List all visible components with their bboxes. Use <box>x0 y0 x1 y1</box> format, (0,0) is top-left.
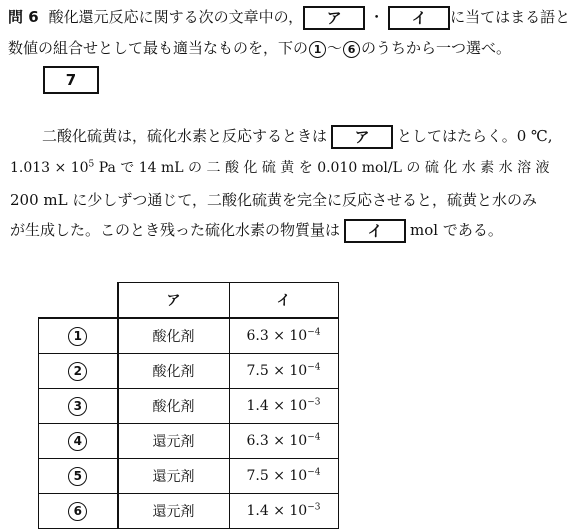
choice-i-base: 1.4 × 10 <box>246 503 308 519</box>
choice-a-cell: 還元剤 <box>118 459 230 494</box>
table-row <box>39 318 339 354</box>
choice-number-cell <box>39 354 118 389</box>
choice-i-base: 1.4 × 10 <box>246 398 308 414</box>
choice-i-cell <box>229 354 338 389</box>
choice-i-exponent: −3 <box>307 502 321 513</box>
choice-i-exponent: −3 <box>307 397 321 408</box>
choice-i-base: 7.5 × 10 <box>246 363 308 379</box>
range-tilde: ～ <box>327 39 343 57</box>
choice-range-end: 6 <box>343 41 360 58</box>
choice-i-base: 7.5 × 10 <box>246 468 308 484</box>
answer-choice-table <box>38 282 339 529</box>
question-number: 問 6 <box>8 8 39 26</box>
blank-box-a: ア <box>303 6 365 30</box>
choice-a-cell: 還元剤 <box>118 424 230 459</box>
question-line-1 <box>8 6 570 30</box>
choice-i-cell <box>229 318 338 354</box>
passage-blank-i: イ <box>344 219 406 243</box>
choice-a-cell: 酸化剤 <box>118 318 230 354</box>
table-row <box>39 389 339 424</box>
table-header-a: ア <box>118 283 230 319</box>
choice-number-cell <box>39 459 118 494</box>
choice-i-exponent: −4 <box>307 432 321 443</box>
passage-text-4b: mol である。 <box>410 221 503 239</box>
choice-i-cell <box>229 494 338 529</box>
choice-number-cell <box>39 494 118 529</box>
passage-exponent: 5 <box>88 159 95 170</box>
choice-number: 6 <box>68 502 87 521</box>
passage-line-1 <box>42 125 553 149</box>
table-header-i: イ <box>229 283 338 319</box>
passage-line-2 <box>10 157 550 179</box>
choice-a-cell: 酸化剤 <box>118 354 230 389</box>
table-header-row <box>39 283 339 319</box>
answer-number-box: 7 <box>43 66 99 94</box>
passage-text-2b: Pa で 14 mL の 二 酸 化 硫 黄 を 0.010 mol/L の 硫 化 水 素 水 溶 液 <box>94 160 550 176</box>
choice-i-base: 6.3 × 10 <box>246 433 308 449</box>
question-text-2a: 数値の組合せとして最も適当なものを，下の <box>8 39 309 57</box>
passage-line-4 <box>10 219 503 243</box>
choice-i-exponent: −4 <box>307 327 321 338</box>
table-row <box>39 494 339 529</box>
question-line-2 <box>8 37 511 59</box>
separator-dot: ・ <box>369 8 385 26</box>
table-header-blank <box>39 283 118 319</box>
passage-blank-a: ア <box>331 125 393 149</box>
choice-number: 4 <box>68 432 87 451</box>
table-row <box>39 459 339 494</box>
choice-number: 3 <box>68 397 87 416</box>
choice-number: 1 <box>68 327 87 346</box>
question-text-2b: のうちから一つ選べ。 <box>361 39 512 57</box>
passage-text-1a: 二酸化硫黄は，硫化水素と反応するときは <box>42 127 328 145</box>
question-text-1a: 酸化還元反応に関する次の文章中の， <box>48 8 304 26</box>
choice-i-exponent: −4 <box>307 467 321 478</box>
choice-number-cell <box>39 389 118 424</box>
passage-text-3: 200 mL に少しずつ通じて，二酸化硫黄を完全に反応させると，硫黄と水のみ <box>10 191 538 209</box>
table-row <box>39 354 339 389</box>
blank-box-i: イ <box>388 6 450 30</box>
choice-number-cell <box>39 318 118 354</box>
choice-i-exponent: −4 <box>307 362 321 373</box>
passage-text-2a: 1.013 × 10 <box>10 160 89 176</box>
choice-a-cell: 還元剤 <box>118 494 230 529</box>
choice-number: 2 <box>68 362 87 381</box>
choice-range-start: 1 <box>309 41 326 58</box>
passage-line-3 <box>10 189 537 211</box>
question-text-1b: に当てはまる語と <box>450 8 571 26</box>
choice-number-cell <box>39 424 118 459</box>
choice-i-cell <box>229 459 338 494</box>
choice-a-cell: 酸化剤 <box>118 389 230 424</box>
passage-text-4a: が生成した。このとき残った硫化水素の物質量は <box>10 221 341 239</box>
passage-text-1b: としてはたらく。0 ℃, <box>397 127 553 145</box>
choice-i-base: 6.3 × 10 <box>246 328 308 344</box>
table-row <box>39 424 339 459</box>
answer-box-line <box>43 66 99 94</box>
choice-i-cell <box>229 389 338 424</box>
choice-i-cell <box>229 424 338 459</box>
choice-number: 5 <box>68 467 87 486</box>
